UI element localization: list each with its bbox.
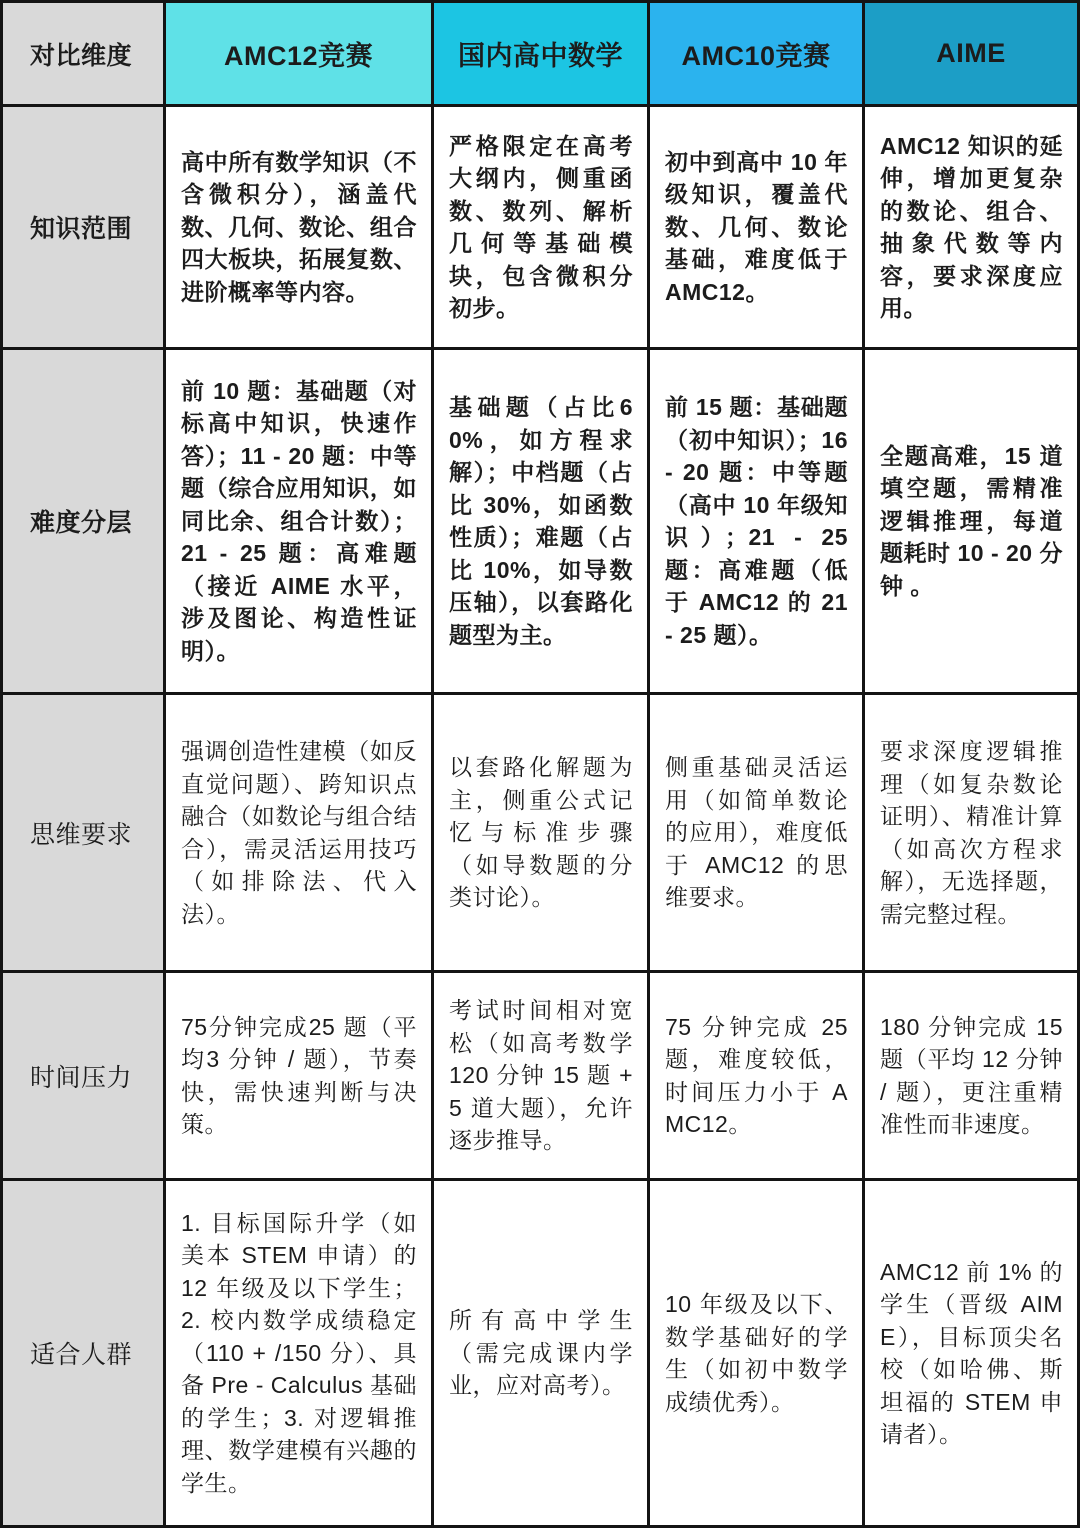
cell-text: AMC12 知识的延伸，增加更复杂的数论、组合、抽象代数等内容，要求深度应用。: [880, 132, 1063, 321]
cell-target-audience-aime: [865, 1181, 1077, 1525]
cell-time-pressure-amc12: [166, 973, 431, 1178]
cell-time-pressure-domestic-math: [434, 973, 647, 1178]
cell-text: 严格限定在高考大纲内，侧重函数、数列、解析几何等基础模块，包含微积分初步。: [449, 132, 633, 321]
row-label-difficulty-tiers: 难度分层: [3, 350, 163, 692]
column-header-amc12: AMC12竞赛: [166, 3, 431, 104]
header-dimension-label: 对比维度: [3, 3, 163, 104]
row-label-target-audience: 适合人群: [3, 1181, 163, 1525]
cell-text: 180 分钟完成 15 题（平均 12 分钟 / 题），更注重精准性而非速度。: [880, 1013, 1063, 1137]
cell-text: 侧重基础灵活运用（如简单数论的应用），难度低于 AMC12 的思维要求。: [665, 754, 848, 911]
cell-text: 前 15 题：基础题（初中知识）；16 - 20 题：中等题（高中 10 年级知识）；21 - 25 题：高难题（低于 AMC12 的 21 - 25 题）。: [665, 394, 848, 648]
cell-text: 初中到高中 10 年级知识，覆盖代数、几何、数论基础，难度低于 AMC12。: [665, 148, 848, 305]
row-label-knowledge-scope: 知识范围: [3, 107, 163, 347]
cell-thinking-requirements-amc12: [166, 695, 431, 970]
cell-difficulty-tiers-domestic-math: [434, 350, 647, 692]
cell-knowledge-scope-domestic-math: [434, 107, 647, 347]
cell-target-audience-domestic-math: [434, 1181, 647, 1525]
row-label-thinking-requirements: 思维要求: [3, 695, 163, 970]
cell-target-audience-amc10: [650, 1181, 862, 1525]
cell-knowledge-scope-aime: [865, 107, 1077, 347]
cell-text: 所有高中学生（需完成课内学业，应对高考）。: [449, 1307, 633, 1399]
row-label-time-pressure: 时间压力: [3, 973, 163, 1178]
cell-thinking-requirements-amc10: [650, 695, 862, 970]
cell-thinking-requirements-domestic-math: [434, 695, 647, 970]
column-header-aime: AIME: [865, 3, 1077, 104]
column-header-amc10: AMC10竞赛: [650, 3, 862, 104]
cell-time-pressure-aime: [865, 973, 1077, 1178]
cell-text: 强调创造性建模（如反直觉问题）、跨知识点融合（如数论与组合结合），需灵活运用技巧（如排除法、代入法）。: [181, 738, 417, 927]
cell-text: 高中所有数学知识（不含微积分），涵盖代数、几何、数论、组合四大板块，拓展复数、进阶概率等内容。: [181, 148, 417, 305]
cell-text: 10 年级及以下、数学基础好的学生（如初中数学成绩优秀）。: [665, 1291, 848, 1415]
cell-text: 前 10 题：基础题（对标高中知识，快速作答）；11 - 20 题：中等题（综合应用知识，如同比余、组合计数）；21 - 25 题：高难题（接近 AIME 水平，涉及图论、构造性证明）。: [181, 377, 417, 664]
cell-text: AMC12 前 1% 的学生（晋级 AIME），目标顶尖名校（如哈佛、斯坦福的 STEM 申请者）。: [880, 1258, 1063, 1447]
cell-knowledge-scope-amc10: [650, 107, 862, 347]
cell-knowledge-scope-amc12: [166, 107, 431, 347]
cell-target-audience-amc12: [166, 1181, 431, 1525]
cell-thinking-requirements-aime: [865, 695, 1077, 970]
cell-text: 基础题（占比60%，如方程求解）；中档题（占比 30%，如函数性质）；难题（占比 10%，如导数压轴），以套路化题型为主。: [449, 394, 633, 648]
cell-difficulty-tiers-amc12: [166, 350, 431, 692]
cell-text: 75分钟完成25 题（平均3 分钟 / 题），节奏快，需快速判断与决策。: [181, 1013, 417, 1137]
cell-text: 全题高难，15 道填空题，需精准逻辑推理，每道题耗时 10 - 20 分钟 。: [880, 442, 1063, 599]
cell-difficulty-tiers-amc10: [650, 350, 862, 692]
cell-text: 考试时间相对宽松（如高考数学 120 分钟 15 题 + 5 道大题），允许逐步推导。: [449, 997, 633, 1154]
cell-text: 1. 目标国际升学（如美本 STEM 申请）的 12 年级及以下学生；2. 校内数学成绩稳定（110 + /150 分）、具备 Pre - Calculus 基础的学生；3. 对逻辑推理、数学建模有兴趣的学生。: [181, 1209, 417, 1496]
column-header-domestic-math: 国内高中数学: [434, 3, 647, 104]
cell-text: 要求深度逻辑推理（如复杂数论证明）、精准计算（如高次方程求解），无选择题，需完整过程。: [880, 738, 1063, 927]
cell-difficulty-tiers-aime: [865, 350, 1077, 692]
cell-time-pressure-amc10: [650, 973, 862, 1178]
cell-text: 以套路化解题为主，侧重公式记忆与标准步骤（如导数题的分类讨论）。: [449, 754, 633, 911]
cell-text: 75 分钟完成 25 题，难度较低，时间压力小于 AMC12。: [665, 1013, 848, 1137]
